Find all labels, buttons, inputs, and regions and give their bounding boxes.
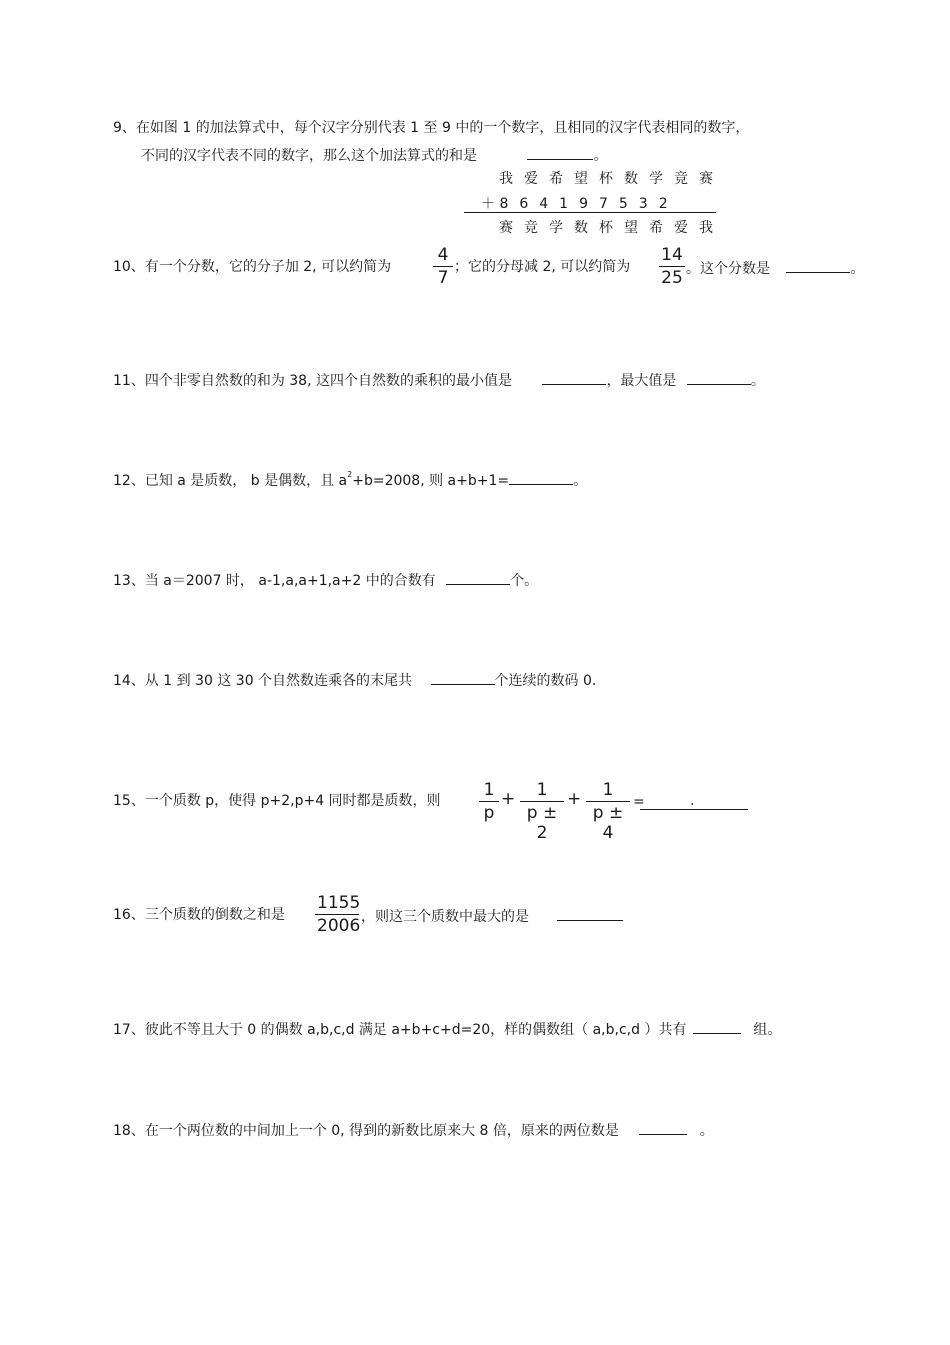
q14-end: 个连续的数码 0. <box>494 673 597 689</box>
q16-frac-num: 1155 <box>317 893 361 913</box>
q11-text-part2: ，最大值是 <box>606 373 677 389</box>
q10-answer-blank[interactable] <box>786 258 850 273</box>
q17-end: 组。 <box>753 1022 782 1038</box>
q15-fraction-1-p <box>479 780 499 823</box>
q16-part1: 16、三个质数的倒数之和是 <box>113 907 285 923</box>
q18-end: 。 <box>699 1123 714 1139</box>
q10-frac2-den: 25 <box>661 268 683 288</box>
q16-frac-den: 2006 <box>317 916 361 936</box>
q10-frac1-bar <box>433 266 453 267</box>
q10-part3 <box>686 258 864 278</box>
q9-sum-rule <box>464 212 716 213</box>
q10-frac1-num: 4 <box>437 245 449 265</box>
q14-text: 14、从 1 到 30 这 30 个自然数连乘各的末尾共 <box>113 673 413 689</box>
q15-f3-num: 1 <box>602 780 614 800</box>
q11-line <box>113 370 765 390</box>
q15-fraction-1-p-pm-4 <box>586 780 630 843</box>
q9-number-row: 864197532 <box>499 196 679 212</box>
q10-frac2-bar <box>659 266 685 267</box>
q15-part1: 15、一个质数 p，使得 p+2,p+4 同时都是质数，则 <box>113 793 441 809</box>
q10-end: 。 <box>850 261 865 277</box>
q15-f1-den: p <box>483 803 495 823</box>
q11-text: 11、四个非零自然数的和为 38, 这四个自然数的乘积的最小值是 <box>113 373 512 389</box>
q15-plus-2: + <box>567 789 582 809</box>
q9-answer-blank[interactable] <box>527 145 593 160</box>
q17-answer-blank[interactable] <box>693 1019 741 1034</box>
q12-line <box>113 470 587 492</box>
q17-line <box>113 1019 781 1039</box>
q10-frac1-den: 7 <box>437 268 449 288</box>
q11-min-blank[interactable] <box>542 370 606 385</box>
q9-plus-sign: ＋ <box>481 196 495 212</box>
q9-sum-row: 赛竞学数杯望希爱我 <box>499 220 724 236</box>
q15-f3-den: p ± 4 <box>592 803 624 843</box>
q9-line1 <box>113 119 749 137</box>
q18-line <box>113 1120 714 1140</box>
q15-eq-sign: = <box>633 794 645 810</box>
q14-answer-blank[interactable] <box>431 670 495 685</box>
q15-dot: . <box>690 793 695 809</box>
q9-text-line1: 9、在如图 1 的加法算式中，每个汉字分别代表 1 至 9 中的一个数字，且相同的汉字代表相同的数字， <box>113 120 750 136</box>
q16-text-part2: ，则这三个质数中最大的是 <box>361 909 529 925</box>
q11-max-blank[interactable] <box>687 370 751 385</box>
q15-f2-num: 1 <box>536 780 548 800</box>
q13-line <box>113 570 538 590</box>
q16-frac-bar <box>315 914 359 915</box>
q11-end: 。 <box>750 373 765 389</box>
q14-line <box>113 670 596 690</box>
q10-fraction-14-25 <box>659 245 685 288</box>
q12-end: 。 <box>573 473 588 489</box>
q15-plus-1: + <box>501 789 516 809</box>
q9-end: 。 <box>593 148 608 164</box>
q10-fraction-4-7 <box>433 245 453 288</box>
q16-fraction-1155-2006 <box>315 893 359 936</box>
q15-f2-den: p ± 2 <box>526 803 558 843</box>
q10-part2: ；它的分母减 2, 可以约简为 <box>454 259 631 275</box>
q10-text-part3: 。这个分数是 <box>686 261 770 277</box>
q9-line2 <box>141 145 607 165</box>
q10-frac2-num: 14 <box>661 245 683 265</box>
q12-text: 12、已知 a 是质数， b 是偶数，且 a <box>113 473 348 489</box>
q12-text-part2: +b=2008, 则 a+b+1= <box>352 473 510 489</box>
q18-answer-blank[interactable] <box>639 1120 687 1135</box>
q9-text-line2: 不同的汉字代表不同的数字，那么这个加法算式的和是 <box>141 148 477 164</box>
q10-part1: 10、有一个分数，它的分子加 2, 可以约简为 <box>113 259 392 275</box>
q18-text: 18、在一个两位数的中间加上一个 0, 得到的新数比原来大 8 倍，原来的两位数是 <box>113 1123 619 1139</box>
q16-answer-blank[interactable] <box>557 906 623 921</box>
q9-addend-row1: 我爱希望杯数学竞赛 <box>499 171 724 187</box>
q13-end: 个。 <box>510 573 539 589</box>
q17-text: 17、彼此不等且大于 0 的偶数 a,b,c,d 满足 a+b+c+d=20，样的偶数组（ a,b,c,d ）共有 <box>113 1022 687 1038</box>
q16-part2-line <box>361 906 623 926</box>
q15-answer-blank[interactable] <box>640 793 748 810</box>
q15-f2-bar <box>520 801 564 802</box>
q9-addend-row2 <box>481 195 679 213</box>
q15-f1-bar <box>479 801 499 802</box>
q13-text: 13、当 a＝2007 时， a-1,a,a+1,a+2 中的合数有 <box>113 573 436 589</box>
q12-exponent: 2 <box>347 470 353 479</box>
q15-f1-num: 1 <box>483 780 495 800</box>
q13-answer-blank[interactable] <box>446 570 510 585</box>
q15-f3-bar <box>586 801 630 802</box>
q12-answer-blank[interactable] <box>509 470 573 485</box>
q15-fraction-1-p-pm-2 <box>520 780 564 843</box>
